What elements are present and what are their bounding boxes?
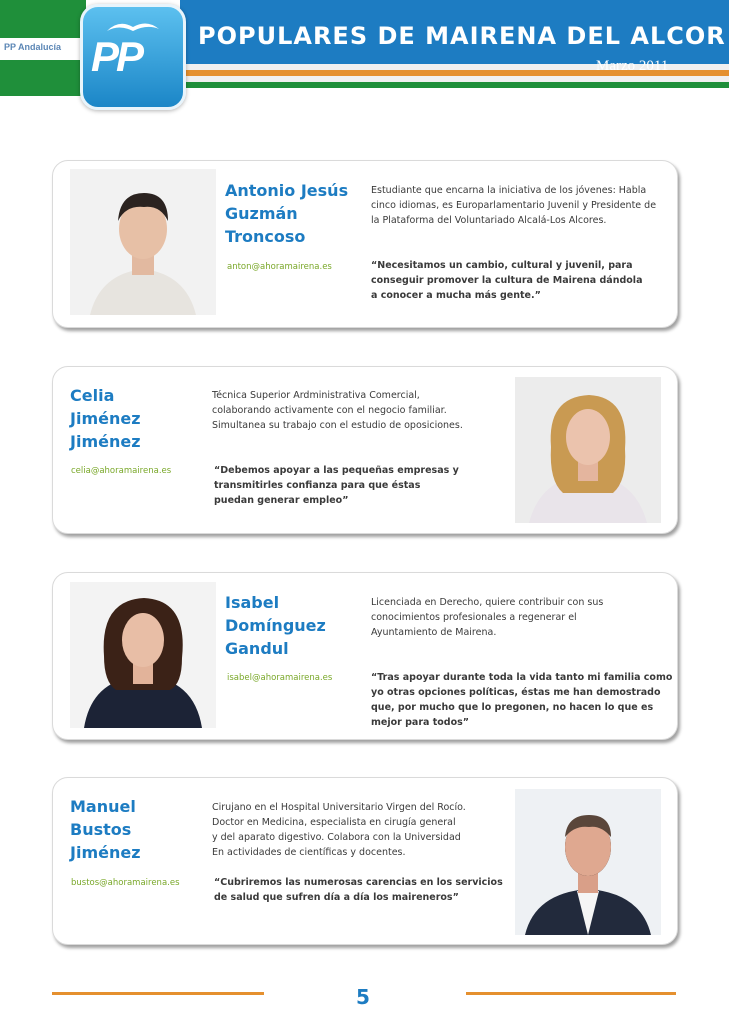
profile-card-1 bbox=[52, 160, 678, 328]
profile-photo bbox=[70, 169, 216, 315]
profile-card-3 bbox=[52, 572, 678, 740]
profile-description: Estudiante que encarna la iniciativa de los jóvenes: Habla cinco idiomas, es Europarlamentario Juvenil y Presidente de la Plataforma del Voluntariado Alcalá-Los Alcores. bbox=[371, 185, 657, 226]
profile-name: Antonio Jesús Guzmán Troncoso bbox=[225, 181, 349, 246]
profile-card-4 bbox=[52, 777, 678, 945]
profile-quote: “Tras apoyar durante toda la vida tanto mi familia como yo otras opciones políticas, éstas me han demostrado que, por mucho que lo pregonen, no hacen lo que es mejor para todos” bbox=[371, 672, 673, 728]
profile-quote: “Cubriremos las numerosas carencias en los servicios de salud que sufren día a día los maireneros” bbox=[214, 877, 503, 903]
footer-rule-right bbox=[466, 992, 676, 995]
profile-description: Licenciada en Derecho, quiere contribuir con sus conocimientos profesionales a regenerar el Ayuntamiento de Mairena. bbox=[371, 597, 604, 638]
profile-email[interactable]: isabel@ahoramairena.es bbox=[227, 673, 333, 683]
profile-name: Celia Jiménez Jiménez bbox=[70, 386, 141, 451]
profile-name: Isabel Domínguez Gandul bbox=[225, 593, 326, 658]
logo-text: PP bbox=[91, 33, 142, 80]
page-title: POPULARES DE MAIRENA DEL ALCOR bbox=[198, 22, 726, 50]
profile-description: Cirujano en el Hospital Universitario Virgen del Rocío. Doctor en Medicina, especialista en cirugía general y del aparato digestivo. Colabora con la Universidad En actividades de científicas y docentes. bbox=[212, 802, 466, 858]
region-label: PP Andalucía bbox=[4, 42, 62, 52]
profile-photo bbox=[515, 377, 661, 523]
profile-email[interactable]: celia@ahoramairena.es bbox=[71, 466, 172, 476]
footer-rule-left bbox=[52, 992, 264, 995]
pp-logo bbox=[80, 4, 186, 110]
profile-email[interactable]: bustos@ahoramairena.es bbox=[71, 878, 180, 888]
page-number: 5 bbox=[356, 985, 370, 1009]
profile-quote: “Debemos apoyar a las pequeñas empresas y transmitirles confianza para que éstas puedan generar empleo” bbox=[214, 465, 459, 506]
profile-card-2 bbox=[52, 366, 678, 534]
profile-name: Manuel Bustos Jiménez bbox=[70, 797, 141, 862]
profile-description: Técnica Superior Ardministrativa Comercial, colaborando activamente con el negocio familiar. Simultanea su trabajo con el estudio de oposiciones. bbox=[212, 390, 463, 431]
profile-email[interactable]: anton@ahoramairena.es bbox=[227, 262, 332, 272]
issue-date: Marzo 2011 bbox=[596, 58, 669, 74]
profile-photo bbox=[70, 582, 216, 728]
profile-photo bbox=[515, 789, 661, 935]
profile-quote: “Necesitamos un cambio, cultural y juvenil, para conseguir promover la cultura de Mairena dándola a conocer a mucha más gente.” bbox=[371, 260, 643, 301]
